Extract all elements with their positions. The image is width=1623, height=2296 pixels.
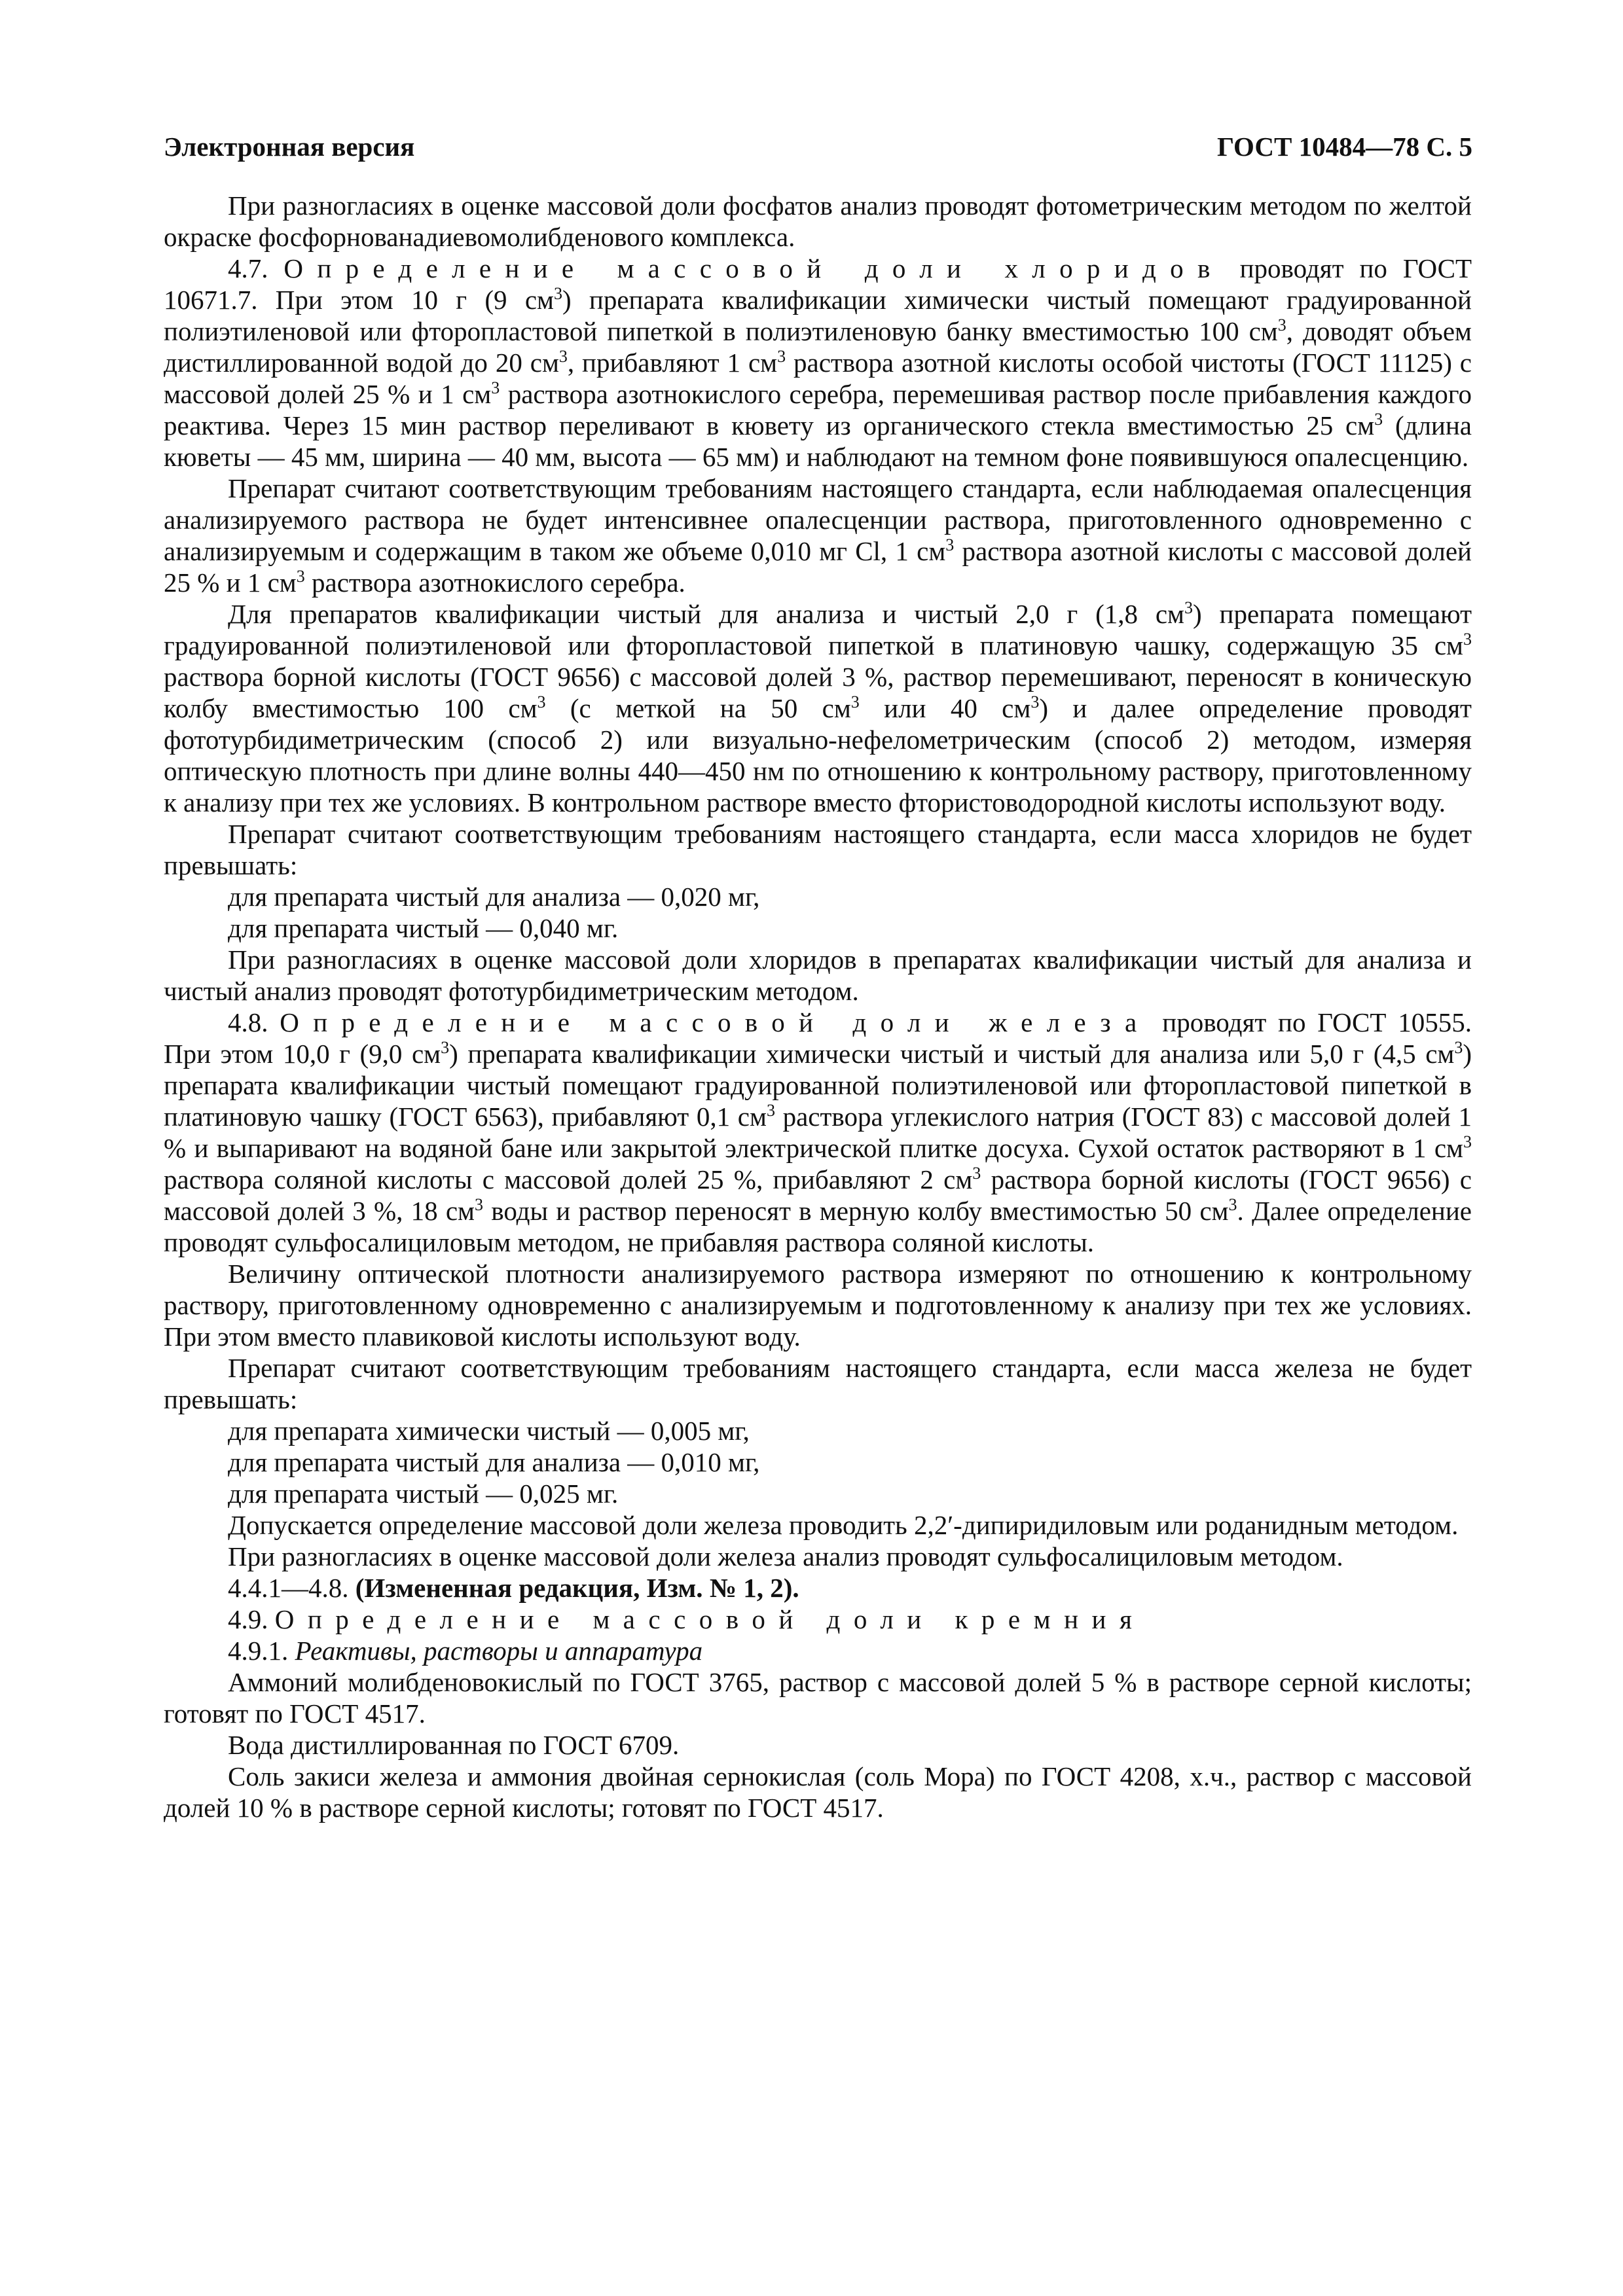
text-run: раствора борной кислоты (ГОСТ 9656) с массовой долей 3 %, раствор перемешивают, переносят в коническую колбу вместимостью 100 см [164, 662, 1472, 723]
list-item [164, 1446, 1472, 1478]
text-run: или 40 см [859, 693, 1031, 723]
paragraph-text: Препарат считают соответствующим требованиям настоящего стандарта, если масса хлоридов не будет превышать: [164, 819, 1472, 880]
text-run: ) и далее определение проводят фототурбидиметрическим (способ 2) или визуально-нефелометрическим (способ 2) методом, измеряя оптическую плотность при длине волны 440—450 нм по отношению к контрольному раствору, приготовленному к анализу при тех же условиях. В контрольном растворе вместо фтористоводородной кислоты используют воду. [164, 693, 1472, 817]
paragraph [164, 1352, 1472, 1415]
paragraph [164, 1761, 1472, 1823]
text-run: ) препарата квалификации чистый помещают градуированной полиэтиленовой или фторопластовой пипеткой в платиновую чашку (ГОСТ 6563), прибавляют 0,1 см [164, 1039, 1472, 1132]
superscript: 3 [766, 1101, 775, 1120]
superscript: 3 [441, 1038, 450, 1057]
section-4-8 [164, 1007, 1472, 1258]
header-left: Электронная версия [164, 132, 415, 162]
superscript: 3 [537, 692, 546, 711]
superscript: 3 [1454, 1038, 1463, 1057]
superscript: 3 [491, 378, 500, 397]
text-run: Препарат считают соответствующим требованиям настоящего стандарта, если наблюдаемая опалесценция анализируемого раствора не будет интенсивнее опалесценции раствора, приготовленного одновременно с анализируемым и содержащим в таком же объеме 0,010 мг Cl, 1 см [164, 473, 1472, 566]
list-item-text: для препарата химически чистый — 0,005 мг, [228, 1416, 750, 1446]
superscript: 3 [1463, 1132, 1472, 1151]
list-item-text: для препарата чистый для анализа — 0,010 мг, [228, 1447, 760, 1477]
superscript: 3 [558, 347, 568, 366]
paragraph-text: При разногласиях в оценке массовой доли фосфатов анализ проводят фотометрическим методом по желтой окраске фосфорнованадиевомолибденового комплекса. [164, 190, 1472, 252]
text-run: раствора азотной кислоты особой чистоты (ГОСТ 11125) с массовой долей 25 % и 1 см [164, 348, 1472, 409]
text-run: проводят по ГОСТ 10555. При этом 10,0 г (9,0 см [164, 1007, 1472, 1069]
text-run: раствора азотной кислоты с массовой долей 25 % и 1 см [164, 536, 1472, 598]
paragraph [164, 473, 1472, 598]
section-4-9 [164, 1604, 1472, 1635]
section-number: 4.9. [228, 1604, 268, 1634]
section-title: Определение массовой доли хлоридов [283, 253, 1224, 283]
superscript: 3 [1463, 630, 1472, 649]
section-number: 4.4.1—4.8. [228, 1573, 349, 1603]
paragraph-text: При разногласиях в оценке массовой доли железа анализ проводят сульфосалициловым методом. [228, 1541, 1343, 1571]
superscript: 3 [945, 535, 955, 554]
paragraph [164, 1509, 1472, 1541]
paragraph-text: Допускается определение массовой доли железа проводить 2,2′-дипиридиловым или роданидным методом. [228, 1510, 1459, 1540]
text-run: раствора борной кислоты (ГОСТ 9656) с массовой долей 3 %, 18 см [164, 1164, 1472, 1226]
amendment-label: (Измененная редакция, Изм. № 1, 2). [355, 1573, 799, 1603]
page-header [164, 131, 1472, 170]
paragraph [164, 1666, 1472, 1729]
text-run: ) препарата помещают градуированной полиэтиленовой или фторопластовой пипеткой в платиновую чашку, содержащую 35 см [164, 599, 1472, 660]
superscript: 3 [1374, 410, 1383, 429]
text-run: раствора азотнокислого серебра. [304, 567, 685, 598]
list-item [164, 1415, 1472, 1446]
superscript: 3 [1030, 692, 1040, 711]
list-item [164, 1478, 1472, 1509]
text-run: раствора азотнокислого серебра, перемешивая раствор после прибавления каждого реактива. Через 15 мин раствор переливают в кювету из органического стекла вместимостью 25 см [164, 379, 1472, 440]
paragraph-text: Вода дистиллированная по ГОСТ 6709. [228, 1730, 680, 1760]
section-title: Определение массовой доли кремния [274, 1604, 1146, 1634]
text-run: раствора углекислого натрия (ГОСТ 83) с массовой долей 1 % и выпаривают на водяной бане или закрытой электрической плитке досуха. Сухой остаток растворяют в 1 см [164, 1102, 1472, 1163]
paragraph-text: Соль закиси железа и аммония двойная сернокислая (соль Мора) по ГОСТ 4208, х.ч., раствор с массовой долей 10 % в растворе серной кислоты; готовят по ГОСТ 4517. [164, 1761, 1472, 1823]
paragraph-text: Аммоний молибденовокислый по ГОСТ 3765, раствор с массовой долей 5 % в растворе серной кислоты; готовят по ГОСТ 4517. [164, 1667, 1472, 1729]
text-run: ) препарата квалификации химически чистый и чистый для анализа или 5,0 г (4,5 см [449, 1039, 1455, 1069]
superscript: 3 [972, 1164, 981, 1183]
paragraph-text: При разногласиях в оценке массовой доли хлоридов в препаратах квалификации чистый для анализа и чистый анализ проводят фототурбидиметрическим методом. [164, 944, 1472, 1006]
section-title: Определение массовой доли железа [280, 1007, 1151, 1037]
document-body [164, 190, 1472, 1823]
text-run: (длина кюветы — 45 мм, ширина — 40 мм, высота — 65 мм) и наблюдают на темном фоне появившуюся опалесценцию. [164, 410, 1472, 472]
section-4-7 [164, 253, 1472, 473]
list-item-text: для препарата чистый для анализа — 0,020 мг, [228, 882, 760, 912]
text-run: , прибавляют 1 см [567, 348, 778, 378]
superscript: 3 [777, 347, 786, 366]
text-run: . Далее определение проводят сульфосалициловым методом, не прибавляя раствора соляной кислоты. [164, 1196, 1472, 1257]
header-right: ГОСТ 10484—78 С. 5 [1216, 132, 1472, 162]
paragraph [164, 598, 1472, 818]
paragraph-text: Величину оптической плотности анализируемого раствора измеряют по отношению к контрольному раствору, приготовленному одновременно с анализируемым и подготовленному к анализу при тех же условиях. При этом вместо плавиковой кислоты используют воду. [164, 1259, 1472, 1352]
list-item [164, 912, 1472, 944]
paragraph [164, 1258, 1472, 1352]
text-run: , доводят объем дистиллированной водой до 20 см [164, 316, 1472, 378]
text-run: воды и раствор переносят в мерную колбу вместимостью 50 см [483, 1196, 1229, 1226]
list-item-text: для препарата чистый — 0,025 мг. [228, 1479, 619, 1509]
superscript: 3 [553, 284, 562, 303]
amendment-note [164, 1572, 1472, 1604]
text-run: раствора соляной кислоты с массовой долей 25 %, прибавляют 2 см [164, 1164, 973, 1194]
paragraph [164, 1541, 1472, 1572]
text-run: проводят по ГОСТ 10671.7. При этом 10 г (9 см [164, 253, 1472, 315]
superscript: 3 [1184, 598, 1193, 617]
paragraph [164, 190, 1472, 253]
superscript: 3 [1277, 315, 1286, 334]
text-run: (с меткой на 50 см [545, 693, 851, 723]
subsection-title: Реактивы, растворы и аппаратура [295, 1636, 703, 1666]
paragraph [164, 944, 1472, 1007]
paragraph [164, 818, 1472, 881]
section-number: 4.8. [228, 1007, 268, 1037]
paragraph-text: Препарат считают соответствующим требованиям настоящего стандарта, если масса железа не будет превышать: [164, 1353, 1472, 1414]
paragraph [164, 1729, 1472, 1761]
text-run: ) препарата квалификации химически чистый помещают градуированной полиэтиленовой или фторопластовой пипеткой в полиэтиленовую банку вместимостью 100 см [164, 285, 1472, 346]
section-number: 4.7. [228, 253, 268, 283]
list-item [164, 881, 1472, 912]
section-number: 4.9.1. [228, 1636, 289, 1666]
superscript: 3 [296, 567, 305, 586]
list-item-text: для препарата чистый — 0,040 мг. [228, 913, 619, 943]
superscript: 3 [850, 692, 860, 711]
text-run: Для препаратов квалификации чистый для анализа и чистый 2,0 г (1,8 см [228, 599, 1184, 629]
subsection-4-9-1 [164, 1635, 1472, 1666]
superscript: 3 [475, 1195, 483, 1214]
superscript: 3 [1228, 1195, 1237, 1214]
